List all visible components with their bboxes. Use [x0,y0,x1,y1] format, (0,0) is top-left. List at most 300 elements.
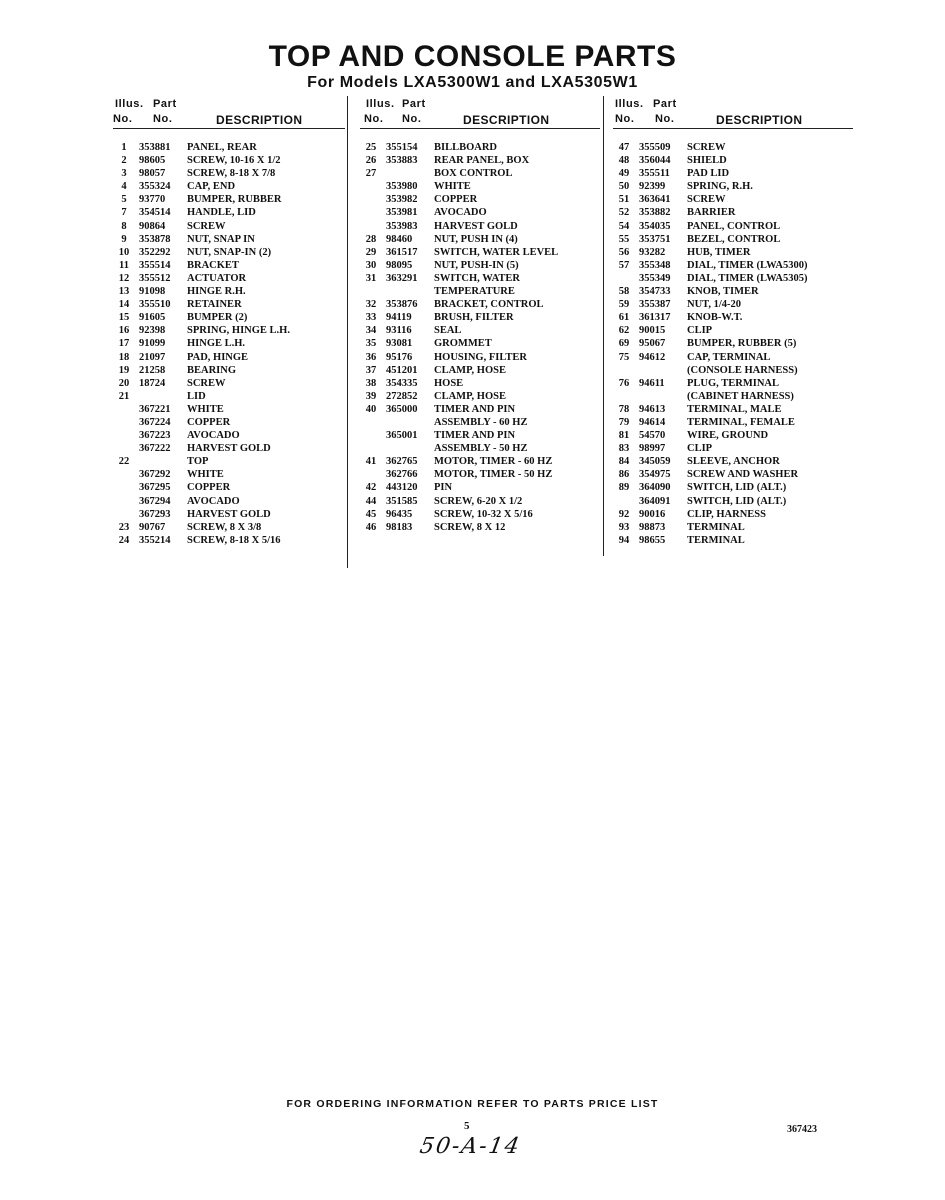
part-number: 353878 [139,233,171,245]
part-number: 93770 [139,194,166,206]
part-number: 363291 [386,272,418,284]
part-number: 356044 [639,155,671,167]
parts-row [613,141,853,154]
part-number: 367293 [139,508,171,520]
part-number: 90864 [139,220,166,232]
illus-number: 24 [118,534,130,546]
parts-row [613,429,853,442]
part-number [382,442,434,455]
illus-number: 39 [365,390,377,402]
illus-number: 14 [118,299,130,311]
part-number: 92399 [639,181,666,193]
part-number: 354335 [386,377,418,389]
illus-number: 15 [118,312,130,324]
illus-number: 4 [121,181,127,193]
illus-number: 30 [365,259,377,271]
part-number: 362766 [386,469,418,481]
part-number: 18724 [139,377,166,389]
illus-number [613,495,635,508]
part-number: 443120 [386,482,418,494]
part-description: TERMINAL, FEMALE [687,416,795,428]
illus-number: 55 [618,233,630,245]
illus-number: 92 [618,508,630,520]
parts-row [360,206,600,219]
part-description: COPPER [187,416,231,428]
part-number: 353876 [386,299,418,311]
part-number: 355214 [139,534,171,546]
parts-row [360,442,600,455]
part-description: WIRE, GROUND [687,430,769,442]
part-number: 365001 [386,430,418,442]
part-description: SWITCH, LID (ALT.) [687,495,787,507]
header-part: Part [153,98,177,110]
illus-number [113,508,135,521]
column-divider [603,96,604,556]
illus-number: 93 [618,521,630,533]
illus-number: 33 [365,312,377,324]
parts-row [613,534,853,547]
illus-number [360,220,382,233]
header-description: DESCRIPTION [463,113,550,127]
part-number: 355509 [639,142,671,153]
part-description: AVOCADO [187,430,240,442]
parts-row [360,403,600,416]
parts-row [113,167,345,180]
ordering-info-footer: FOR ORDERING INFORMATION REFER TO PARTS PRICE LIST [286,1098,659,1110]
column-divider [347,96,348,568]
header-illus: Illus. [366,98,395,110]
parts-row [113,233,345,246]
parts-row [360,259,600,272]
parts-row [360,193,600,206]
illus-number [360,285,382,298]
part-number: 354035 [639,220,671,232]
part-description: WHITE [187,403,224,415]
part-description: DIAL, TIMER (LWA5305) [687,272,808,284]
parts-row [360,167,600,180]
illus-number: 37 [365,364,377,376]
column-header [613,98,853,129]
part-number: 355349 [639,272,671,284]
part-number: 96435 [386,508,413,520]
illus-number: 79 [618,416,630,428]
parts-row [360,285,600,298]
part-number: 21097 [139,351,166,363]
part-description: PAD LID [687,168,730,180]
illus-number: 16 [118,325,130,337]
part-description: SWITCH, WATER LEVEL [434,246,559,258]
parts-row [113,364,345,377]
part-description: GROMMET [434,338,492,350]
illus-number: 26 [365,155,377,167]
column-header [113,98,345,129]
parts-row [113,259,345,272]
part-description: SPRING, R.H. [687,181,753,193]
part-description: NUT, 1/4-20 [687,299,742,311]
part-number: 362765 [386,456,418,468]
parts-row [360,508,600,521]
header-part: Part [653,98,677,110]
parts-column-3 [613,98,853,547]
parts-row [113,534,345,547]
illus-number: 12 [118,272,130,284]
illus-number: 57 [618,259,630,271]
part-number: 367224 [139,416,171,428]
part-number: 94614 [639,416,666,428]
part-number: 361517 [386,246,418,258]
illus-number: 28 [365,233,377,245]
part-description: HINGE R.H. [187,286,246,298]
parts-row [113,508,345,521]
illus-number: 59 [618,299,630,311]
part-description: SCREW [687,142,726,153]
illus-number [360,206,382,219]
parts-row [613,468,853,481]
part-description: COPPER [434,194,478,206]
parts-row [613,180,853,193]
part-number: 98605 [139,155,166,167]
parts-row [613,167,853,180]
part-number [382,416,434,429]
handwritten-note: 50-A-14 [417,1134,523,1159]
parts-row [360,429,600,442]
part-description: TERMINAL [687,521,745,533]
part-number: 92398 [139,325,166,337]
illus-number: 41 [365,456,377,468]
part-description: ASSEMBLY - 60 HZ [434,416,528,428]
parts-row [613,442,853,455]
illus-number: 34 [365,325,377,337]
parts-row [113,481,345,494]
header-part-no: No. [402,113,422,125]
part-description: TOP [187,456,209,468]
parts-row [113,351,345,364]
part-description: SLEEVE, ANCHOR [687,456,780,468]
part-number: 364091 [639,495,671,507]
parts-row [113,154,345,167]
part-description: BARRIER [687,207,736,219]
parts-row [613,324,853,337]
part-number [135,390,187,403]
part-number: 353983 [386,220,418,232]
part-description: MOTOR, TIMER - 60 HZ [434,456,553,468]
parts-row [360,246,600,259]
part-number: 98183 [386,521,413,533]
part-number: 98095 [386,259,413,271]
part-number: 21258 [139,364,166,376]
header-part-no: No. [153,113,173,125]
page-number: 5 [464,1120,470,1132]
parts-row [613,455,853,468]
part-number: 345059 [639,456,671,468]
part-number: 355512 [139,272,171,284]
part-number: 98873 [639,521,666,533]
parts-row [360,154,600,167]
part-number: 355348 [639,259,671,271]
part-description: BEZEL, CONTROL [687,233,781,245]
part-description: (CABINET HARNESS) [687,390,794,402]
parts-row [360,481,600,494]
parts-row [360,455,600,468]
part-number: 353883 [386,155,418,167]
part-number: 363641 [639,194,671,206]
parts-row [360,180,600,193]
part-number: 367292 [139,469,171,481]
parts-row [360,521,600,534]
part-number: 367221 [139,403,171,415]
parts-row [360,364,600,377]
illus-number: 3 [121,168,127,180]
parts-row [113,377,345,390]
parts-row [113,220,345,233]
part-number: 93081 [386,338,413,350]
part-description: WHITE [434,181,471,193]
parts-row [113,495,345,508]
parts-row [113,285,345,298]
part-description: DIAL, TIMER (LWA5300) [687,259,808,271]
parts-row [360,416,600,429]
illus-number: 38 [365,377,377,389]
part-number: 451201 [386,364,418,376]
part-number: 355324 [139,181,171,193]
parts-row [613,508,853,521]
part-description: HOUSING, FILTER [434,351,527,363]
parts-row [360,324,600,337]
parts-row [113,403,345,416]
illus-number: 1 [121,142,127,153]
illus-number: 62 [618,325,630,337]
parts-row [360,377,600,390]
illus-number: 10 [118,246,130,258]
part-description: AVOCADO [187,495,240,507]
part-number: 353751 [639,233,671,245]
illus-number: 36 [365,351,377,363]
part-number: 90767 [139,521,166,533]
part-description: BEARING [187,364,237,376]
illus-number: 51 [618,194,630,206]
parts-row [613,311,853,324]
header-illus: Illus. [615,98,644,110]
part-description: SCREW, 8 X 12 [434,521,506,533]
illus-number: 83 [618,443,630,455]
part-number [635,390,687,403]
column-header [360,98,600,129]
part-description: LID [187,390,206,402]
part-description: SEAL [434,325,462,337]
part-number: 353881 [139,142,171,153]
part-description: HARVEST GOLD [187,508,271,520]
illus-number: 11 [119,259,129,271]
illus-number [113,403,135,416]
part-number: 91098 [139,286,166,298]
part-description: ASSEMBLY - 50 HZ [434,443,528,455]
part-description: COPPER [187,482,231,494]
parts-row [360,390,600,403]
header-illus-no: No. [113,113,133,125]
parts-row [613,206,853,219]
part-number: 367222 [139,443,171,455]
part-description: CLIP [687,325,713,337]
part-number: 353982 [386,194,418,206]
illus-number: 75 [618,351,630,363]
illus-number: 8 [121,220,127,232]
part-number: 355387 [639,299,671,311]
header-part: Part [402,98,426,110]
part-number: 98997 [639,443,666,455]
illus-number [613,272,635,285]
part-description: ACTUATOR [187,272,247,284]
illus-number: 52 [618,207,630,219]
parts-row [360,337,600,350]
part-description: AVOCADO [434,207,487,219]
part-description: TEMPERATURE [434,286,515,298]
part-description: CLIP [687,443,713,455]
part-description: HARVEST GOLD [434,220,518,232]
page-title: TOP AND CONSOLE PARTS [268,40,677,73]
illus-number: 5 [121,194,127,206]
parts-row [613,272,853,285]
illus-number: 69 [618,338,630,350]
illus-number: 47 [618,142,630,153]
illus-number: 94 [618,534,630,546]
part-number: 367223 [139,430,171,442]
illus-number: 78 [618,403,630,415]
illus-number: 46 [365,521,377,533]
parts-row [113,324,345,337]
part-number: 364090 [639,482,671,494]
illus-number [613,390,635,403]
part-number: 98057 [139,168,166,180]
part-description: SCREW [687,194,726,206]
part-description: SWITCH, LID (ALT.) [687,482,787,494]
part-number: 93116 [386,325,412,337]
part-number [382,167,434,180]
parts-row [613,154,853,167]
parts-row [613,246,853,259]
parts-row [113,272,345,285]
parts-row [360,311,600,324]
illus-number: 45 [365,508,377,520]
illus-number: 31 [365,272,377,284]
parts-column-1 [113,98,345,547]
part-number: 367295 [139,482,171,494]
part-description: SWITCH, WATER [434,272,520,284]
document-number: 367423 [787,1124,817,1135]
part-number [135,455,187,468]
illus-number: 27 [365,168,377,180]
illus-number: 86 [618,469,630,481]
part-description: SCREW, 6-20 X 1/2 [434,495,523,507]
parts-row [113,141,345,154]
parts-row [113,193,345,206]
part-number: 355510 [139,299,171,311]
part-number: 367294 [139,495,171,507]
part-description: SHIELD [687,155,727,167]
part-description: MOTOR, TIMER - 50 HZ [434,469,553,481]
part-number: 95067 [639,338,666,350]
part-number: 93282 [639,246,666,258]
illus-number: 56 [618,246,630,258]
part-description: SCREW AND WASHER [687,469,799,481]
part-description: SCREW, 8-18 X 5/16 [187,534,281,546]
parts-row [113,468,345,481]
illus-number [360,416,382,429]
part-description: RETAINER [187,299,242,311]
illus-number [613,364,635,377]
parts-row [113,442,345,455]
part-number: 354733 [639,286,671,298]
illus-number: 2 [121,155,127,167]
part-number: 361317 [639,312,671,324]
part-number: 355511 [639,168,670,180]
part-description: CLAMP, HOSE [434,364,506,376]
illus-number [113,429,135,442]
part-description: BOX CONTROL [434,168,513,180]
parts-row [613,403,853,416]
illus-number: 23 [118,521,130,533]
parts-row [113,180,345,193]
part-description: REAR PANEL, BOX [434,155,530,167]
part-description: BILLBOARD [434,142,498,153]
parts-row [113,390,345,403]
illus-number [360,193,382,206]
part-description: KNOB-W.T. [687,312,743,324]
part-description: BRACKET, CONTROL [434,299,544,311]
part-description: PANEL, REAR [187,142,257,153]
illus-number: 42 [365,482,377,494]
part-description: NUT, SNAP-IN (2) [187,246,272,258]
illus-number: 22 [118,456,130,468]
header-description: DESCRIPTION [716,113,803,127]
illus-number: 58 [618,286,630,298]
part-description: CLAMP, HOSE [434,390,506,402]
part-number: 353882 [639,207,671,219]
part-number: 365000 [386,403,418,415]
part-description: PLUG, TERMINAL [687,377,779,389]
parts-row [360,220,600,233]
illus-number [113,468,135,481]
parts-row [613,416,853,429]
parts-column-2 [360,98,600,534]
part-number: 98655 [639,534,666,546]
parts-row [613,521,853,534]
parts-row [613,481,853,494]
part-number: 90016 [639,508,666,520]
illus-number: 32 [365,299,377,311]
header-description: DESCRIPTION [216,113,303,127]
illus-number [360,468,382,481]
illus-number: 50 [618,181,630,193]
part-number: 94611 [639,377,665,389]
illus-number: 89 [618,482,630,494]
part-description: SPRING, HINGE L.H. [187,325,290,337]
parts-row [613,495,853,508]
parts-row [613,193,853,206]
part-description: HANDLE, LID [187,207,256,219]
part-number: 352292 [139,246,171,258]
header-illus-no: No. [364,113,384,125]
illus-number: 35 [365,338,377,350]
illus-number: 40 [365,403,377,415]
part-number: 355514 [139,259,171,271]
part-description: CLIP, HARNESS [687,508,766,520]
part-description: PIN [434,482,453,494]
parts-row [113,416,345,429]
header-part-no: No. [655,113,675,125]
part-number: 91605 [139,312,166,324]
parts-row [613,298,853,311]
part-description: CAP, TERMINAL [687,351,771,363]
